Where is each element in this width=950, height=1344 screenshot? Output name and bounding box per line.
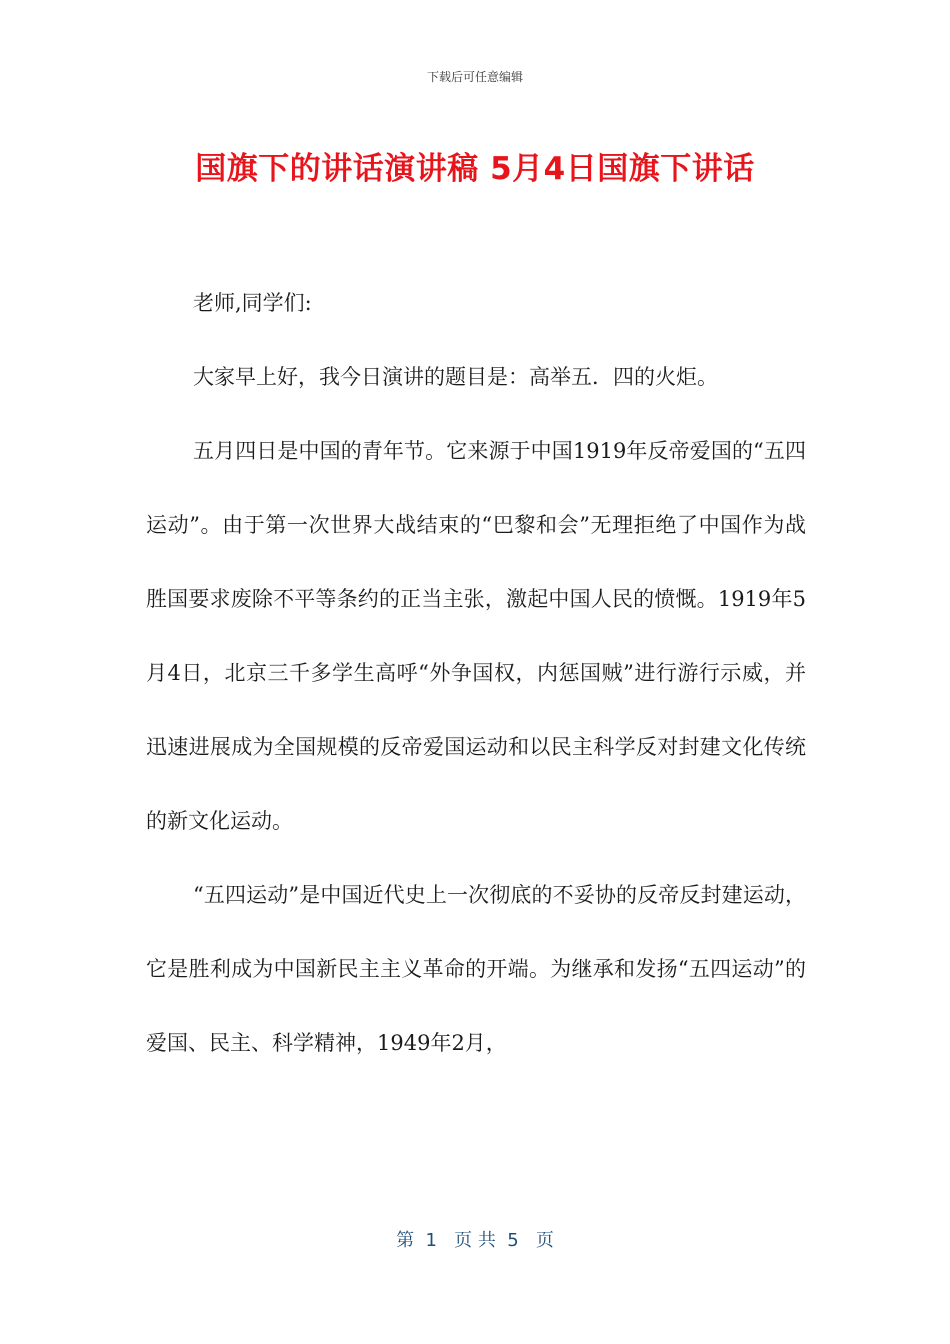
header-note: 下载后可任意编辑 [426,70,523,84]
document-body [146,266,806,1080]
paragraph-history: 五月四日是中国的青年节。它来源于中国1919年反帝爱国的“五四运动”。由于第一次世界大战结束的“巴黎和会”无理拒绝了中国作为战胜国要求废除不平等条约的正当主张，激起中国人民的愤慨。1919年5月4日，北京三千多学生高呼“外争国权，内惩国贼”进行游行示威，并迅速进展成为全国规模的反帝爱国运动和以民主科学反对封建文化传统的新文化运动。 [146,439,806,833]
paragraph-greeting: 老师,同学们: [193,291,312,315]
document-title: 国旗下的讲话演讲稿 5月4日国旗下讲话 [195,151,755,187]
page-number: 第 1 页 共 5 页 [396,1230,554,1251]
paragraph-intro: 大家早上好，我今日演讲的题目是：高举五．四的火炬。 [193,365,718,389]
paragraph-significance: “五四运动”是中国近代史上一次彻底的不妥协的反帝反封建运动，它是胜利成为中国新民主主义革命的开端。为继承和发扬“五四运动”的爱国、民主、科学精神，1949年2月， [146,883,806,1055]
